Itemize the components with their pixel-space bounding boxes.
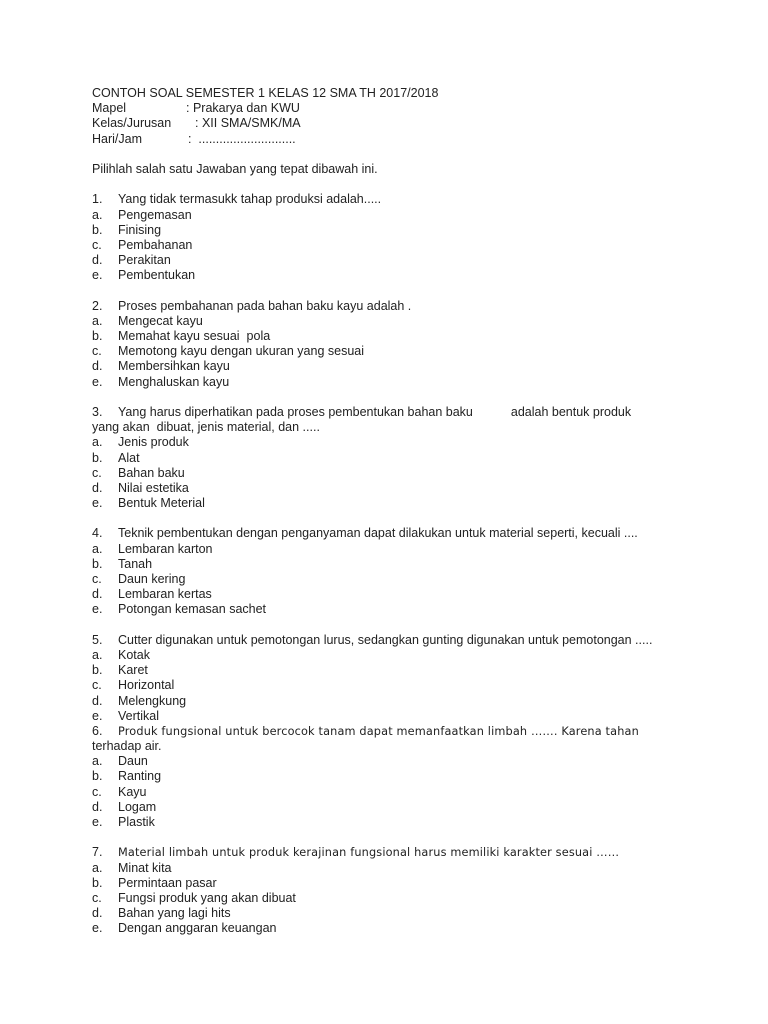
answer-option [92,906,692,921]
answer-option [92,435,692,450]
mapel-value: : Prakarya dan KWU [186,101,300,116]
option-text: Bentuk Meterial [118,496,205,511]
option-text: Jenis produk [118,435,189,450]
answer-option [92,861,692,876]
question-number: 4. [92,526,103,541]
option-letter: b. [92,329,103,343]
option-letter: c. [92,465,102,480]
answer-option [92,238,692,253]
exam-document [92,86,692,937]
option-text: Alat [118,450,140,465]
option-letter: d. [92,799,103,814]
option-letter: d. [92,906,103,921]
option-text: Nilai estetika [118,480,189,495]
option-letter: e. [92,268,103,283]
option-letter: c. [92,890,102,905]
option-letter: a. [92,647,103,662]
option-letter: c. [92,344,102,359]
option-letter: e. [92,496,103,511]
kelas-label: Kelas/Jurusan [92,116,172,131]
option-text: Pengemasan [118,207,192,222]
answer-option [92,253,692,268]
answer-option [92,375,692,390]
option-text: Memahat kayu sesuai pola [118,329,271,343]
option-text: Kotak [118,647,150,662]
question-line [92,633,692,648]
answer-option [92,785,692,800]
option-text: Fungsi produk yang akan dibuat [118,890,296,905]
option-letter: c. [92,784,102,799]
instruction-text: Pilihlah salah satu Jawaban yang tepat dibawah ini. [92,161,378,176]
option-text: Potongan kemasan sachet [118,602,267,617]
option-text: Daun kering [118,572,186,586]
answer-option [92,496,692,511]
option-text: Dengan anggaran keuangan [118,921,277,936]
answer-option [92,359,692,374]
option-text: Ranting [118,769,162,784]
header-mapel-row [92,101,692,116]
answer-option [92,344,692,359]
answer-option [92,557,692,572]
answer-option [92,891,692,906]
option-text: Memotong kayu dengan ukuran yang sesuai [118,344,364,359]
question-block [92,845,692,936]
answer-option [92,663,692,678]
kelas-value: : XII SMA/SMK/MA [195,116,301,131]
question-text: Produk fungsional untuk bercocok tanam dapat memanfaatkan limbah ……. Karena tahan [118,724,639,738]
answer-option [92,208,692,223]
option-letter: d. [92,480,103,495]
option-letter: a. [92,435,103,450]
answer-option [92,800,692,815]
question-line [92,526,692,541]
option-text: Lembaran karton [118,541,213,556]
answer-option [92,572,692,587]
option-letter: b. [92,875,103,890]
header-kelas-row [92,116,692,131]
option-text: Horizontal [118,678,175,693]
answer-option [92,587,692,602]
question-line [92,724,692,739]
option-text: Minat kita [118,860,172,875]
question-block [92,192,692,283]
option-text: Daun [118,754,148,769]
option-text: Membersihkan kayu [118,359,230,374]
option-text: Permintaan pasar [118,875,217,890]
question-line [92,192,692,207]
option-letter: d. [92,693,103,708]
option-letter: b. [92,663,103,678]
option-text: Pembahanan [118,237,193,252]
question-block [92,405,692,511]
answer-option [92,329,692,344]
option-letter: e. [92,708,103,723]
option-text: Karet [118,663,148,678]
option-text: Bahan yang lagi hits [118,906,231,921]
option-text: Tanah [118,556,153,571]
option-letter: d. [92,253,103,268]
question-number: 5. [92,632,103,647]
option-letter: e. [92,815,103,829]
option-letter: a. [92,541,103,556]
question-text-tail: adalah bentuk produk [510,404,632,419]
option-letter: a. [92,860,103,875]
option-letter: c. [92,237,102,252]
question-text: Material limbah untuk produk kerajinan fungsional harus memiliki karakter sesuai …… [118,846,620,860]
question-text: Teknik pembentukan dengan penganyaman dapat dilakukan untuk material seperti, kecuali .... [118,526,638,541]
question-number: 3. [92,404,103,419]
option-text: Lembaran kertas [118,587,212,602]
option-text: Logam [118,799,157,814]
answer-option [92,268,692,283]
option-letter: a. [92,313,103,328]
answer-option [92,769,692,784]
header-hari-row [92,132,692,147]
question-text: Yang tidak termasukk tahap produksi adalah..... [118,192,382,207]
option-letter: b. [92,769,103,784]
option-letter: b. [92,450,103,465]
option-letter: e. [92,602,103,617]
option-letter: c. [92,572,102,586]
question-text: Cutter digunakan untuk pemotongan lurus, sedangkan gunting digunakan untuk pemotongan ..... [118,632,653,647]
option-text: Finising [118,222,162,237]
answer-option [92,876,692,891]
question-line [92,299,692,314]
question-text: Yang harus diperhatikan pada proses pembentukan bahan baku [118,404,473,419]
answer-option [92,648,692,663]
answer-option [92,694,692,709]
option-letter: c. [92,678,102,693]
option-text: Mengecat kayu [118,313,203,328]
option-letter: b. [92,556,103,571]
question-text-continued: terhadap air. [92,739,162,754]
question-number: 2. [92,298,103,313]
answer-option [92,602,692,617]
answer-option [92,314,692,329]
option-letter: e. [92,921,103,936]
answer-option [92,542,692,557]
option-text: Plastik [118,815,155,829]
answer-option [92,921,692,936]
question-line [92,405,692,420]
option-letter: d. [92,587,103,602]
answer-option [92,466,692,481]
option-text: Vertikal [118,708,159,723]
question-text-continued: yang akan dibuat, jenis material, dan ..... [92,420,320,435]
question-block [92,633,692,724]
answer-option [92,678,692,693]
question-block [92,526,692,617]
option-letter: d. [92,359,103,374]
answer-option [92,754,692,769]
answer-option [92,481,692,496]
option-text: Menghaluskan kayu [118,374,230,389]
question-text: Proses pembahanan pada bahan baku kayu adalah . [118,298,412,313]
question-block [92,299,692,390]
question-number: 6. [92,723,103,738]
hari-label: Hari/Jam [92,131,143,146]
document-title: CONTOH SOAL SEMESTER 1 KELAS 12 SMA TH 2017/2018 [92,86,439,100]
answer-option [92,709,692,724]
option-text: Melengkung [118,693,187,708]
option-letter: a. [92,207,103,222]
option-text: Bahan baku [118,465,185,480]
hari-value: : ............................ [188,131,296,146]
answer-option [92,223,692,238]
option-text: Perakitan [118,253,171,268]
question-number: 7. [92,845,103,860]
mapel-label: Mapel [92,101,127,116]
option-text: Pembentukan [118,268,196,283]
answer-option [92,815,692,830]
answer-option [92,451,692,466]
option-letter: b. [92,222,103,237]
question-number: 1. [92,192,103,207]
question-line [92,845,692,860]
option-letter: e. [92,374,103,389]
question-block [92,724,692,830]
option-letter: a. [92,754,103,769]
option-text: Kayu [118,784,147,799]
